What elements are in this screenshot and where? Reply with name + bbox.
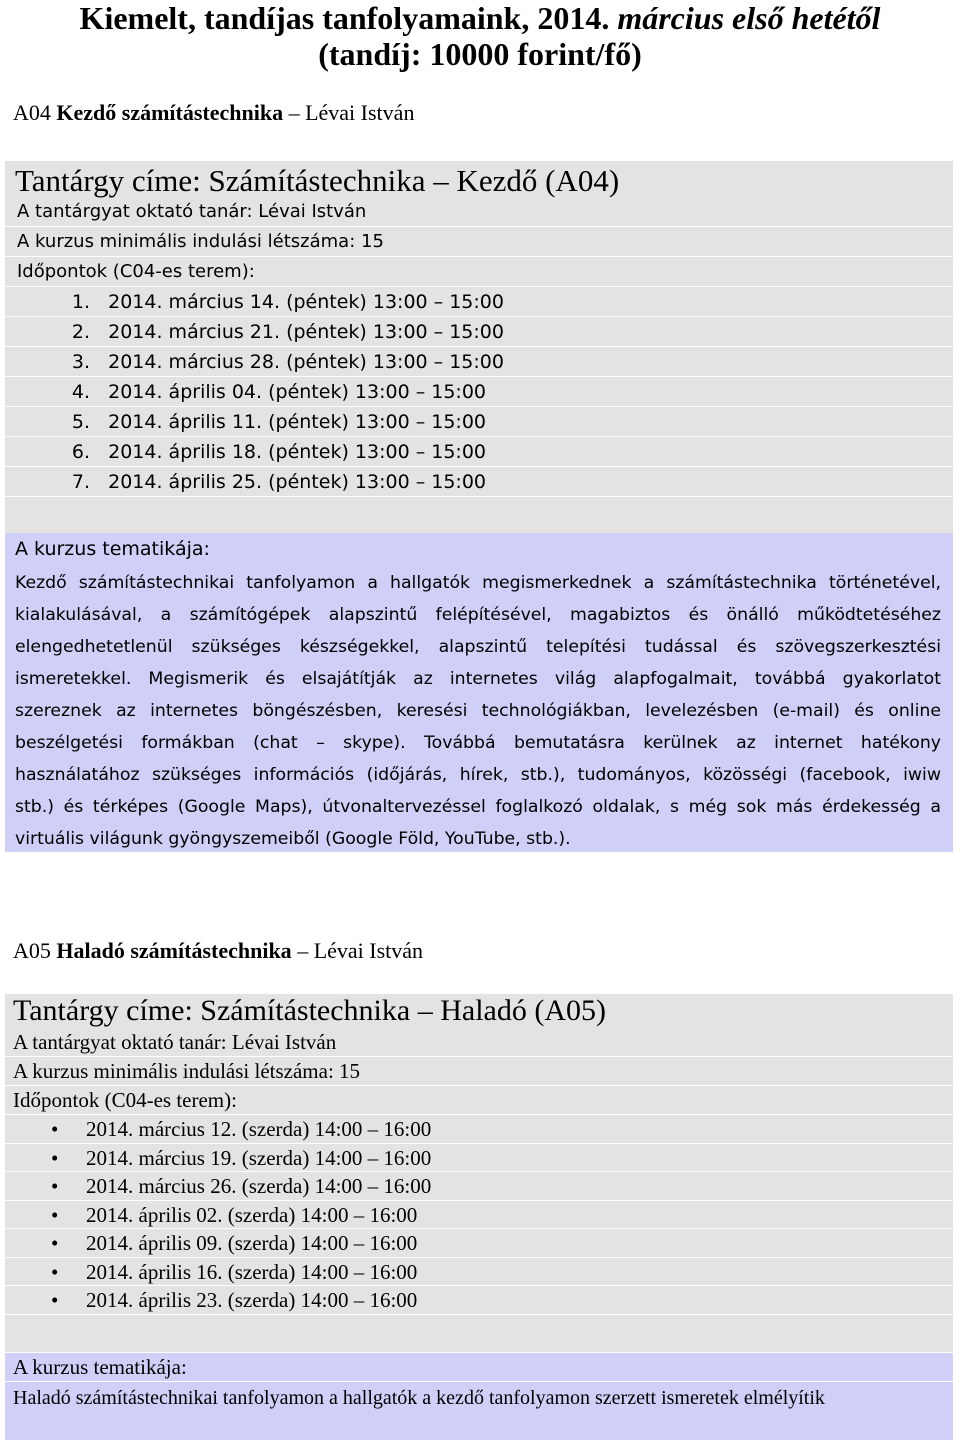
tematika-line: virtuális világunk gyöngyszemeiből (Google Föld, YouTube, stb.). xyxy=(15,829,571,849)
course-a-subject-title: Tantárgy címe: Számítástechnika – Kezdő (A04) xyxy=(15,163,620,198)
course-a-heading xyxy=(13,100,414,126)
course-a-lines xyxy=(5,161,953,497)
course-b-name: Haladó számítástechnika xyxy=(56,938,292,963)
course-b-times-label: Időpontok (C04-es terem): xyxy=(5,1086,953,1115)
course-b-date: • 2014. március 26. (szerda) 14:00 – 16:00 xyxy=(5,1172,953,1201)
course-a-date: 7. 2014. április 25. (péntek) 13:00 – 15:00 xyxy=(5,467,953,497)
course-b-date: • 2014. március 12. (szerda) 14:00 – 16:00 xyxy=(5,1115,953,1144)
course-a-times-label: Időpontok (C04-es terem): xyxy=(5,257,953,287)
tematika-line: használatához szükséges információs (időjárás, hírek, stb.), tudományos, közösségi (facebook, iwiw xyxy=(15,765,941,785)
tematika-line: elengedhetetlenül szükséges készségekkel, alapszintű telepítési tudással és szövegszerkesztési xyxy=(15,637,941,657)
tematika-line: stb.) és térképes (Google Maps), útvonaltervezéssel foglalkozó oldalak, s még sok más érdekesség a xyxy=(15,797,941,817)
course-a-teacher: – Lévai István xyxy=(288,100,415,125)
tematika-line: Kezdő számítástechnikai tanfolyamon a hallgatók megismerkednek a számítástechnika történetével, xyxy=(15,573,941,593)
course-a-date: 3. 2014. március 28. (péntek) 13:00 – 15:00 xyxy=(5,347,953,377)
course-a-min-line: A kurzus minimális indulási létszáma: 15 xyxy=(5,227,953,257)
tematika-line: kialakulásával, a számítógépek alapszintű felépítésével, magabiztos és önálló működtetéséhez xyxy=(15,605,941,625)
course-b-date: • 2014. április 09. (szerda) 14:00 – 16:00 xyxy=(5,1229,953,1258)
course-a-date: 1. 2014. március 14. (péntek) 13:00 – 15:00 xyxy=(5,287,953,317)
course-a-tematika-label: A kurzus tematikája: xyxy=(5,533,953,567)
course-b-date: • 2014. április 16. (szerda) 14:00 – 16:00 xyxy=(5,1258,953,1287)
course-a-tematika-text xyxy=(5,566,953,852)
course-a-date: 5. 2014. április 11. (péntek) 13:00 – 15:00 xyxy=(5,407,953,437)
course-a-code: A04 xyxy=(13,100,51,125)
tematika-line: szereznek az internetes böngészésben, keresési technológiákban, levelezésben (e-mail) és online xyxy=(15,701,941,721)
course-b-teacher-line: A tantárgyat oktató tanár: Lévai István xyxy=(5,1028,953,1057)
course-b-date: • 2014. április 23. (szerda) 14:00 – 16:00 xyxy=(5,1286,953,1315)
course-b-subject-title: Tantárgy címe: Számítástechnika – Haladó (A05) xyxy=(13,994,606,1027)
tematika-line: ismeretekkel. Megismerik és elsajátítják az internetes világ alapfogalmait, továbbá gyakorlatot xyxy=(15,669,941,689)
page-title xyxy=(0,0,960,72)
course-b-min-line: A kurzus minimális indulási létszáma: 15 xyxy=(5,1057,953,1086)
course-a-date: 4. 2014. április 04. (péntek) 13:00 – 15:00 xyxy=(5,377,953,407)
course-b-teacher: – Lévai István xyxy=(297,938,424,963)
page-title-line-1: Kiemelt, tandíjas tanfolyamaink, 2014. március első hetétől xyxy=(79,0,881,36)
course-b-tematika-label: A kurzus tematikája: xyxy=(5,1353,953,1381)
course-b-date: • 2014. április 02. (szerda) 14:00 – 16:00 xyxy=(5,1201,953,1230)
course-b-date: • 2014. március 19. (szerda) 14:00 – 16:00 xyxy=(5,1144,953,1173)
course-a-date: 6. 2014. április 18. (péntek) 13:00 – 15:00 xyxy=(5,437,953,467)
page-title-italic: március első hetétől xyxy=(617,0,881,36)
course-a-date: 2. 2014. március 21. (péntek) 13:00 – 15:00 xyxy=(5,317,953,347)
course-b-lines xyxy=(5,994,953,1315)
course-a-name: Kezdő számítástechnika xyxy=(56,100,284,125)
course-b-code: A05 xyxy=(13,938,51,963)
tematika-line: beszélgetési formákban (chat – skype). Továbbá bemutatásra kerülnek az internet hatékony xyxy=(15,733,941,753)
page-title-line-2: (tandíj: 10000 forint/fő) xyxy=(318,36,642,72)
course-b-heading xyxy=(13,938,423,964)
course-a-teacher-line: A tantárgyat oktató tanár: Lévai István xyxy=(5,197,953,227)
course-b-tematika-text: Haladó számítástechnikai tanfolyamon a hallgatók a kezdő tanfolyamon szerzett ismeretek elmélyítik xyxy=(5,1382,953,1440)
